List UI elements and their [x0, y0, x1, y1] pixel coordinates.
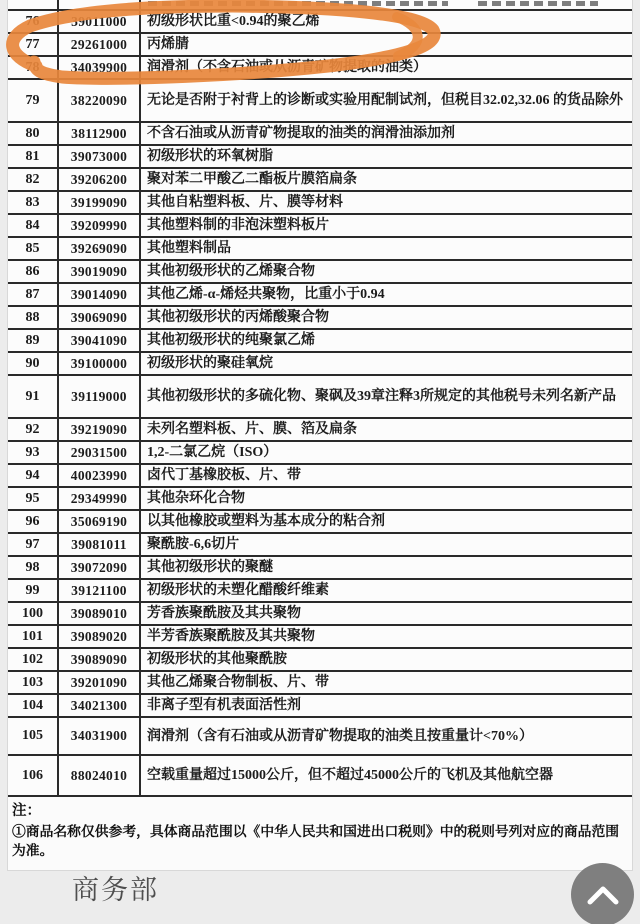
table-row: [8, 167, 632, 190]
table-row: [8, 282, 632, 305]
description-cell: 其他初级形状的纯聚氯乙烯: [147, 333, 315, 348]
table-row-clipped: [8, 0, 632, 9]
hs-code-cell: 34031900: [59, 718, 141, 754]
description-cell: 润滑剂（含有石油或从沥青矿物提取的油类且按重量计<70%）: [147, 728, 533, 744]
description-cell: 其他乙烯聚合物制板、片、带: [147, 675, 329, 690]
table-row: [8, 509, 632, 532]
scanned-document: [8, 0, 632, 870]
hs-code-cell: 39069090: [59, 307, 141, 328]
row-number-cell: 86: [8, 261, 59, 282]
table-row: [8, 144, 632, 167]
row-number-cell: 91: [8, 376, 59, 417]
hs-code-cell: 29031500: [59, 442, 141, 463]
description-cell: 聚对苯二甲酸乙二酯板片膜箔扁条: [147, 172, 357, 187]
description-cell: 其他初级形状的丙烯酸聚合物: [147, 310, 329, 325]
table-row: [8, 374, 632, 417]
row-number-cell: 95: [8, 488, 59, 509]
table-row: [8, 9, 632, 32]
table-row: [8, 236, 632, 259]
table-row: [8, 32, 632, 55]
description-cell: 无论是否附于衬背上的诊断或实验用配制试剂，但税目32.02,32.06 的货品除外: [147, 93, 623, 108]
description-cell: 其他塑料制品: [147, 241, 231, 256]
hs-code-cell: 39121100: [59, 580, 141, 601]
hs-code-cell: 39269090: [59, 238, 141, 259]
hs-code-cell: 38220090: [59, 80, 141, 121]
row-number-cell: 99: [8, 580, 59, 601]
clipped-text-fragment: [478, 1, 598, 6]
table-row: [8, 259, 632, 282]
description-cell: 其他初级形状的聚醚: [147, 560, 273, 575]
description-cell: 其他初级形状的多硫化物、聚砜及39章注释3所规定的其他税号未列名新产品: [147, 389, 616, 404]
description-cell: 其他杂环化合物: [147, 491, 245, 506]
table-row: [8, 716, 632, 754]
description-cell: 丙烯腈: [147, 37, 189, 52]
hs-code-cell: 39201090: [59, 672, 141, 693]
row-number-cell: 105: [8, 718, 59, 754]
row-number-cell: 100: [8, 603, 59, 624]
description-cell: 润滑剂（不含石油或从沥青矿物提取的油类）: [147, 60, 427, 75]
table-row: [8, 190, 632, 213]
row-number-cell: 83: [8, 192, 59, 213]
description-cell: 初级形状的未塑化醋酸纤维素: [147, 583, 329, 598]
hs-code-cell: 39219090: [59, 419, 141, 440]
hs-code-cell: 39089090: [59, 649, 141, 670]
row-number-cell: 97: [8, 534, 59, 555]
source-attribution: 商务部: [72, 875, 159, 905]
hs-code-cell: 39041090: [59, 330, 141, 351]
description-cell: [141, 0, 632, 9]
row-number-cell: 90: [8, 353, 59, 374]
description-cell: 不含石油或从沥青矿物提取的油类的润滑油添加剂: [147, 126, 455, 141]
description-cell: 初级形状的聚硅氧烷: [147, 356, 273, 371]
table-row: [8, 417, 632, 440]
description-cell: 聚酰胺-6,6切片: [147, 537, 240, 552]
hs-code-cell: 29261000: [59, 34, 141, 55]
description-cell: 其他自粘塑料板、片、膜等材料: [147, 195, 343, 210]
hs-code-cell: 39206200: [59, 169, 141, 190]
description-cell: 初级形状的环氧树脂: [147, 149, 273, 164]
table-row: [8, 754, 632, 795]
tariff-table: [8, 0, 632, 797]
row-number-cell: 103: [8, 672, 59, 693]
description-cell: 卤代丁基橡胶板、片、带: [147, 468, 301, 483]
table-row: [8, 463, 632, 486]
table-row: [8, 305, 632, 328]
table-row: [8, 670, 632, 693]
row-number-cell: 101: [8, 626, 59, 647]
row-number-cell: 78: [8, 57, 59, 78]
description-cell: 其他塑料制的非泡沫塑料板片: [147, 218, 329, 233]
hs-code-cell: 34021300: [59, 695, 141, 716]
table-row: [8, 624, 632, 647]
description-cell: 芳香族聚酰胺及其共聚物: [147, 606, 301, 621]
row-number-cell: 80: [8, 123, 59, 144]
row-number-cell: 79: [8, 80, 59, 121]
hs-code-cell: 88024010: [59, 756, 141, 795]
scroll-to-top-button[interactable]: [571, 863, 634, 924]
notes-section: [8, 797, 632, 870]
table-row: [8, 601, 632, 624]
table-row: [8, 555, 632, 578]
hs-code-cell: 39019090: [59, 261, 141, 282]
hs-code-cell: 35069190: [59, 511, 141, 532]
hs-code-cell: 39073000: [59, 146, 141, 167]
row-number-cell: 76: [8, 11, 59, 32]
hs-code-cell: 34039900: [59, 57, 141, 78]
note-item: ①商品名称仅供参考，具体商品范围以《中华人民共和国进出口税则》中的税则号列对应的商品范围为准。: [12, 824, 620, 858]
row-number-cell: 93: [8, 442, 59, 463]
hs-code-cell: 39100000: [59, 353, 141, 374]
description-cell: 未列名塑料板、片、膜、箔及扁条: [147, 422, 357, 437]
table-row: [8, 78, 632, 121]
row-number-cell: 87: [8, 284, 59, 305]
table-row: [8, 532, 632, 555]
table-row: [8, 121, 632, 144]
table-row: [8, 213, 632, 236]
description-cell: 其他初级形状的乙烯聚合物: [147, 264, 315, 279]
row-number-cell: 82: [8, 169, 59, 190]
description-cell: 其他乙烯-α-烯烃共聚物，比重小于0.94: [147, 287, 385, 302]
hs-code-cell: 39014090: [59, 284, 141, 305]
hs-code-cell: 29349990: [59, 488, 141, 509]
description-cell: 初级形状的其他聚酰胺: [147, 652, 287, 667]
chevron-up-icon: [586, 884, 620, 906]
hs-code-cell: 39199090: [59, 192, 141, 213]
description-cell: 初级形状比重<0.94的聚乙烯: [147, 14, 320, 29]
row-number-cell: 92: [8, 419, 59, 440]
row-number-cell: 96: [8, 511, 59, 532]
hs-code-cell: 39081011: [59, 534, 141, 555]
table-row: [8, 440, 632, 463]
hs-code-cell: [59, 0, 141, 9]
row-number-cell: 98: [8, 557, 59, 578]
hs-code-cell: 39072090: [59, 557, 141, 578]
row-number-cell: 106: [8, 756, 59, 795]
row-number-cell: 88: [8, 307, 59, 328]
table-row: [8, 578, 632, 601]
hs-code-cell: 39011000: [59, 11, 141, 32]
description-cell: 半芳香族聚酰胺及其共聚物: [147, 629, 315, 644]
table-row: [8, 55, 632, 78]
row-number-cell: 94: [8, 465, 59, 486]
note-label: 注：: [12, 803, 41, 819]
description-cell: 非离子型有机表面活性剂: [147, 698, 301, 713]
description-cell: 空载重量超过15000公斤，但不超过45000公斤的飞机及其他航空器: [147, 768, 553, 783]
description-cell: 以其他橡胶或塑料为基本成分的粘合剂: [147, 514, 385, 529]
hs-code-cell: 40023990: [59, 465, 141, 486]
hs-code-cell: 39089020: [59, 626, 141, 647]
table-row: [8, 647, 632, 670]
clipped-text-fragment: [148, 1, 448, 6]
row-number-cell: 81: [8, 146, 59, 167]
hs-code-cell: 38112900: [59, 123, 141, 144]
table-row: [8, 486, 632, 509]
row-number-cell: 85: [8, 238, 59, 259]
table-row: [8, 351, 632, 374]
hs-code-cell: 39119000: [59, 376, 141, 417]
table-row: [8, 693, 632, 716]
row-number-cell: 102: [8, 649, 59, 670]
hs-code-cell: 39089010: [59, 603, 141, 624]
row-number-cell: 104: [8, 695, 59, 716]
table-row: [8, 328, 632, 351]
hs-code-cell: 39209990: [59, 215, 141, 236]
description-cell: 1,2-二氯乙烷（ISO）: [147, 445, 278, 460]
row-number-cell: 84: [8, 215, 59, 236]
row-number-cell: [8, 0, 59, 9]
row-number-cell: 89: [8, 330, 59, 351]
row-number-cell: 77: [8, 34, 59, 55]
